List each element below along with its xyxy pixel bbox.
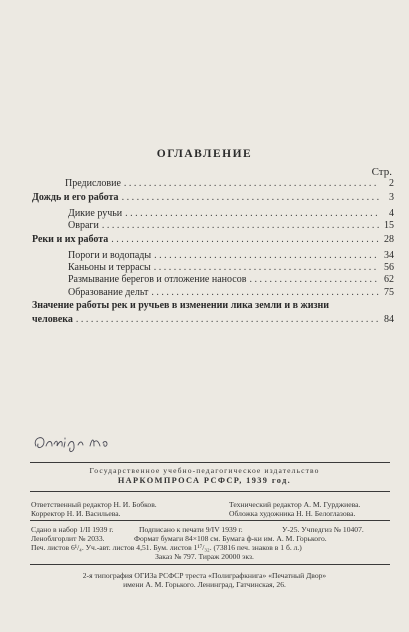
typeset-date: Сдано в набор 1/II 1939 г. [31,525,114,534]
publisher-line: Государственное учебно-педагогическое издательство [89,466,320,475]
imprint-rule [30,491,390,492]
toc-entry-page: 4 [389,208,394,219]
toc-entry-page: 75 [384,287,394,298]
toc-entry-title: Дождь и его работа [32,192,119,203]
sheet-count: Печ. листов 6¹/₄. Уч.-авт. листов 4,51. Бум. листов 1¹⁷/₃₂. (73816 печ. знаков в 1 б. л.) [31,543,302,552]
censor-number: Леноблгорлит № 2033. [31,534,105,543]
toc-entry-page: 2 [389,178,394,189]
toc-entry-page: 56 [384,262,394,273]
toc-entry-title: Каньоны и террасы [68,262,151,273]
tech-editor-credit: Технический редактор А. М. Гурджиева. [229,500,361,509]
printer-address: имени А. М. Горького. Ленинград, Гатчинская, 26. [123,580,286,589]
page-column-header: Стр. [371,166,392,178]
toc-entry-title: Пороги и водопады [68,250,152,261]
toc-entry-page: 62 [384,274,394,285]
paper-format: Формат бумаги 84×108 см. Бумага ф-ки им. А. М. Горького. [134,534,327,543]
toc-entry-title: Размывание берегов и отложение наносов [68,274,247,285]
publisher-line-2: НАРКОМПРОСА РСФСР, 1939 год. [117,476,292,485]
order-print-run: Заказ № 797. Тираж 20000 экз. [155,552,254,561]
toc-entry-title: Предисловие [65,178,121,189]
toc-entry-page: 28 [384,234,394,245]
toc-entry-page: 84 [384,314,394,325]
toc-entry-title-line2: человека [32,314,73,325]
print-signed-date: Подписано к печати 9/IV 1939 г. [139,525,243,534]
toc-heading: ОГЛАВЛЕНИЕ [156,148,253,160]
toc-entry-title: Образование дельт [68,287,149,298]
toc-entry-page: 15 [384,220,394,231]
corrector-credit: Корректор Н. И. Васильева. [31,509,121,518]
printer-line: 2-я типография ОГИЗа РСФСР треста «Полиграфкнига» «Печатный Двор» [82,571,327,580]
toc-entry-page: 3 [389,192,394,203]
cover-artist-credit: Обложка художника Н. Н. Белоглазова. [229,509,356,518]
imprint-rule [30,564,390,565]
catalog-number: У-25. Учпедгиз № 10407. [282,525,364,534]
toc-entry-title: Овраги [68,220,99,231]
toc-entry-title-line1: Значение работы рек и ручьев в изменении лика земли и в жизни [32,300,330,311]
imprint-rule [30,520,390,521]
toc-entry-page: 34 [384,250,394,261]
editor-credit: Ответственный редактор Н. И. Бобков. [31,500,157,509]
toc-entry-title: Реки и их работа [32,234,109,245]
toc-entry-title: Дикие ручьи [68,208,123,219]
